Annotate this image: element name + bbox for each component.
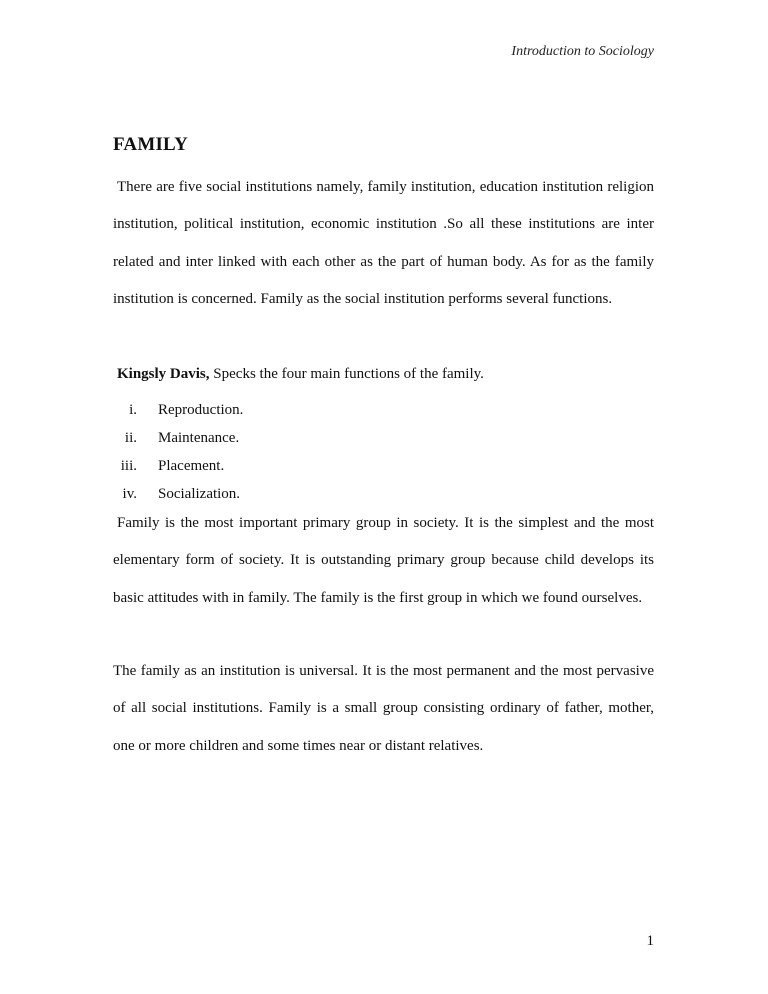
list-item	[113, 454, 225, 482]
list-item-number: iii.	[120, 458, 137, 474]
intro-paragraph: There are five social institutions namely, family institution, education institution religion institution, political institution, economic institution .So all these institutions are inter related and inter linked with each other as the part of human body. As for as the family institution is concerned. Family as the social institution performs several functions.	[113, 179, 654, 307]
primary-group-paragraph: Family is the most important primary group in society. It is the simplest and the most elementary form of society. It is outstanding primary group because child develops its basic attitudes with in family. The family is the first group in which we found ourselves.	[113, 515, 654, 606]
page-number: 1	[646, 933, 654, 949]
universal-institution-paragraph: The family as an institution is universal. It is the most permanent and the most pervasive of all social institutions. Family is a small group consisting ordinary of father, mother, one or more children and some times near or distant relatives.	[113, 663, 654, 754]
list-item-number: i.	[129, 402, 137, 418]
kingsly-davis-name: Kingsly Davis,	[117, 366, 210, 382]
list-item-text: Maintenance.	[158, 430, 240, 446]
list-item-text: Placement.	[158, 458, 225, 474]
kingsly-davis-text: Specks the four main functions of the family.	[209, 366, 484, 382]
functions-list	[113, 398, 244, 510]
running-header: Introduction to Sociology	[511, 44, 654, 59]
section-title: FAMILY	[113, 134, 189, 155]
list-item-text: Reproduction.	[158, 402, 244, 418]
list-item-text: Socialization.	[158, 486, 241, 502]
list-item	[113, 398, 244, 426]
list-item-number: ii.	[124, 430, 137, 446]
list-item	[113, 426, 240, 454]
list-item-number: iv.	[122, 486, 137, 502]
kingsly-davis-line	[117, 364, 484, 384]
